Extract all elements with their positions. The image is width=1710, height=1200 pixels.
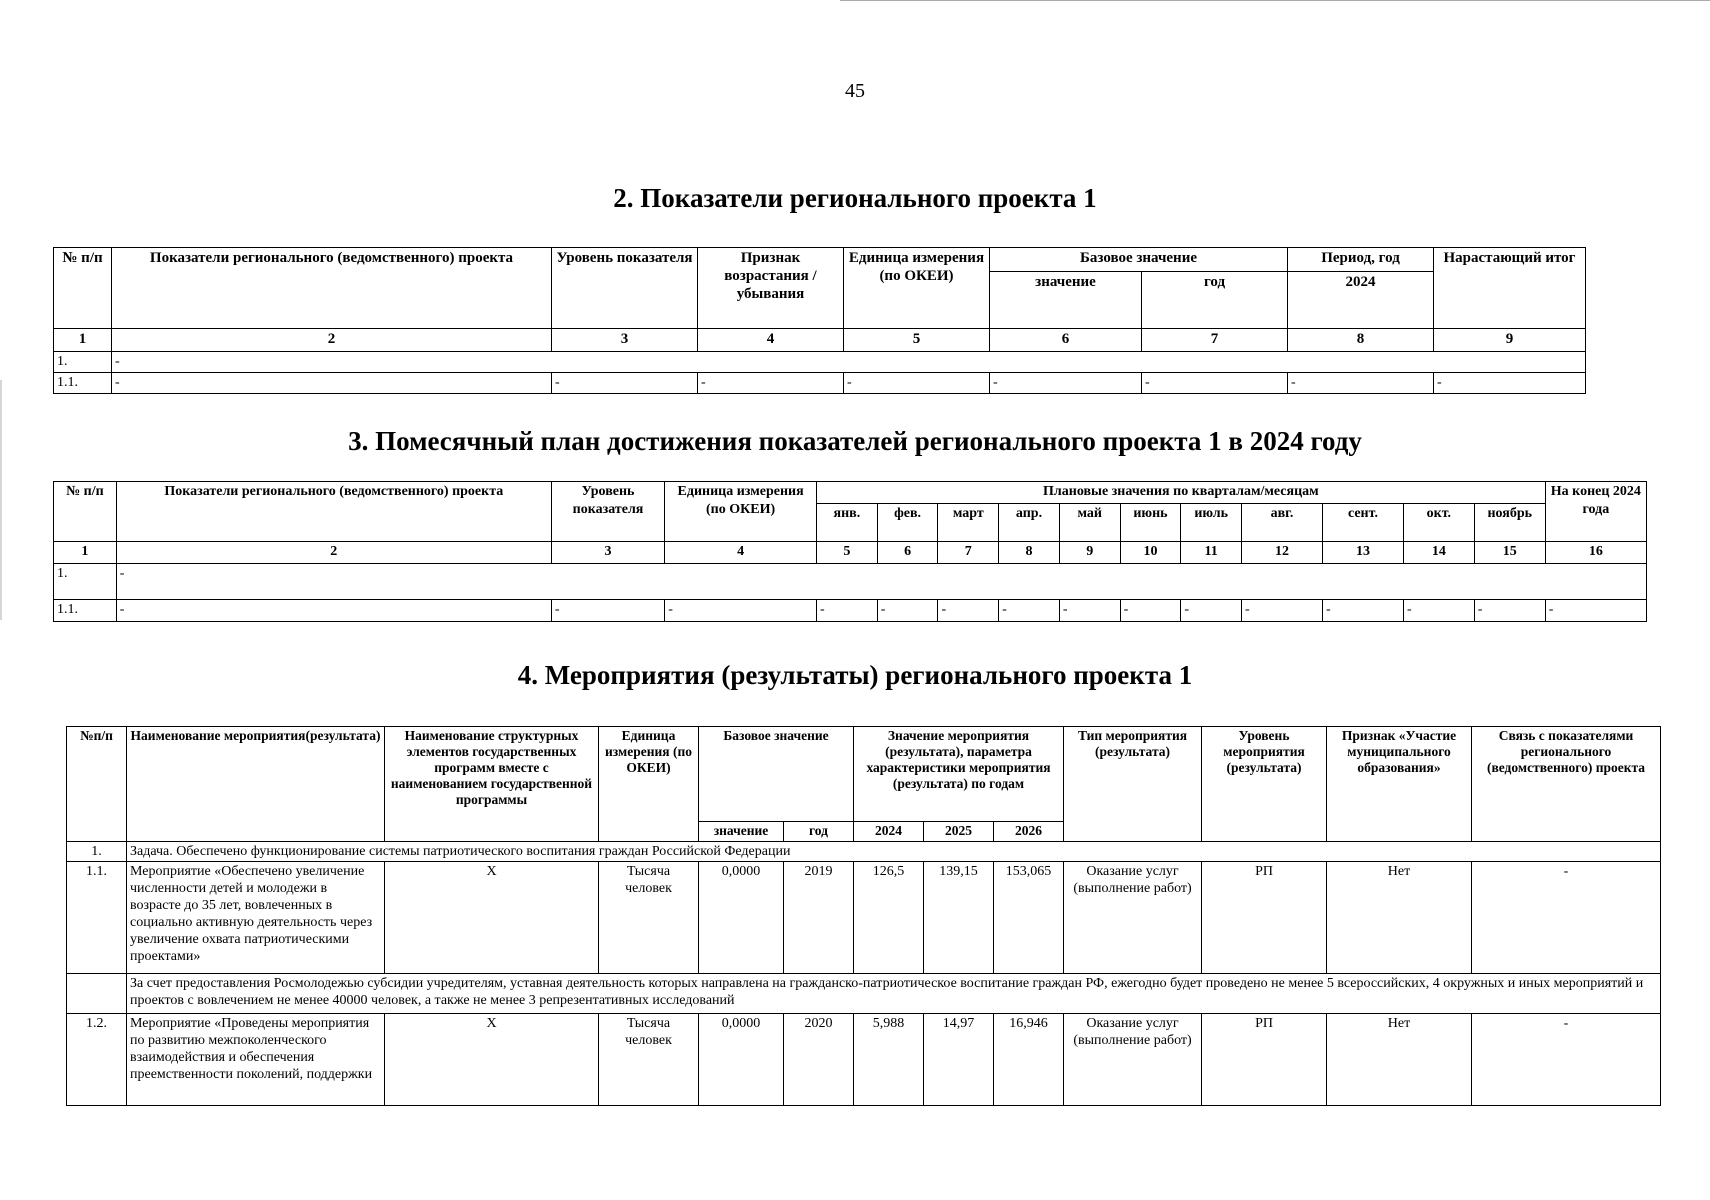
month-header: ноябрь bbox=[1474, 504, 1545, 542]
month-header: фев. bbox=[877, 504, 938, 542]
cell: - bbox=[1474, 600, 1545, 622]
level-cell: РП bbox=[1202, 862, 1327, 974]
table-row bbox=[54, 352, 1586, 373]
col-number: 3 bbox=[552, 329, 698, 352]
header-end: На конец 2024 года bbox=[1545, 482, 1646, 542]
page-number: 45 bbox=[845, 80, 865, 102]
header-unit: Единица измерения (по ОКЕИ) bbox=[599, 727, 699, 842]
municipal-cell: Нет bbox=[1327, 1014, 1472, 1106]
col-number: 7 bbox=[938, 542, 999, 564]
section-3-table bbox=[53, 481, 1647, 622]
header-year: 2026 bbox=[994, 822, 1064, 842]
month-header: авг. bbox=[1242, 504, 1323, 542]
col-number: 6 bbox=[877, 542, 938, 564]
header-num: № п/п bbox=[54, 482, 117, 542]
col-number: 10 bbox=[1120, 542, 1181, 564]
row-num: 1.1. bbox=[54, 600, 117, 622]
col-number: 2 bbox=[116, 542, 551, 564]
type-cell: Оказание услуг (выполнение работ) bbox=[1064, 1014, 1202, 1106]
value-2026: 16,946 bbox=[994, 1014, 1064, 1106]
col-number: 14 bbox=[1403, 542, 1474, 564]
col-number: 13 bbox=[1322, 542, 1403, 564]
col-number: 12 bbox=[1242, 542, 1323, 564]
struct-cell: X bbox=[385, 1014, 599, 1106]
col-number: 9 bbox=[1059, 542, 1120, 564]
cell: - bbox=[1181, 600, 1242, 622]
cell: - bbox=[551, 600, 664, 622]
base-value-cell: 0,0000 bbox=[699, 1014, 784, 1106]
header-unit: Единица измерения (по ОКЕИ) bbox=[844, 248, 990, 329]
row-num: 1. bbox=[67, 842, 127, 862]
section-2-title: 2. Показатели регионального проекта 1 bbox=[613, 183, 1097, 213]
level-cell: РП bbox=[1202, 1014, 1327, 1106]
cell: - bbox=[1322, 600, 1403, 622]
base-year-cell: 2019 bbox=[784, 862, 854, 974]
header-name: Наименование мероприятия(результата) bbox=[127, 727, 385, 842]
activity-name: Мероприятие «Обеспечено увеличение численности детей и молодежи в возрасте до 35 лет, вовлеченных в социально активную деятельность через увеличение охвата патриотическими проектами» bbox=[127, 862, 385, 974]
header-base-year: год bbox=[784, 822, 854, 842]
header-indicator: Показатели регионального (ведомственного) проекта bbox=[112, 248, 552, 329]
row-text: - bbox=[112, 352, 1586, 373]
scan-edge-shadow bbox=[0, 380, 2, 620]
unit-cell: Тысяча человек bbox=[599, 1014, 699, 1106]
section-4-table bbox=[66, 726, 1661, 1106]
base-value-cell: 0,0000 bbox=[699, 862, 784, 974]
col-number: 4 bbox=[698, 329, 844, 352]
link-cell: - bbox=[1472, 862, 1661, 974]
col-number: 8 bbox=[999, 542, 1060, 564]
unit-cell: Тысяча человек bbox=[599, 862, 699, 974]
municipal-cell: Нет bbox=[1327, 862, 1472, 974]
month-header: март bbox=[938, 504, 999, 542]
row-num: 1.2. bbox=[67, 1014, 127, 1106]
header-base-value: значение bbox=[990, 272, 1142, 329]
cell: - bbox=[938, 600, 999, 622]
header-struct: Наименование структурных элементов государственных программ вместе с наименованием государственной программы bbox=[385, 727, 599, 842]
struct-cell: X bbox=[385, 862, 599, 974]
row-text: - bbox=[116, 564, 1646, 600]
header-link: Связь с показателями регионального (ведомственного) проекта bbox=[1472, 727, 1661, 842]
header-plan: Плановые значения по кварталам/месяцам bbox=[817, 482, 1546, 504]
col-number: 11 bbox=[1181, 542, 1242, 564]
note-num-cell bbox=[67, 974, 127, 1014]
value-2024: 5,988 bbox=[854, 1014, 924, 1106]
section-3-title: 3. Помесячный план достижения показателей регионального проекта 1 в 2024 году bbox=[348, 426, 1362, 456]
header-year: 2025 bbox=[924, 822, 994, 842]
task-text: Задача. Обеспечено функционирование системы патриотического воспитания граждан Российской Федерации bbox=[127, 842, 1661, 862]
cell: - bbox=[1545, 600, 1646, 622]
cell: - bbox=[552, 373, 698, 394]
section-4-title: 4. Мероприятия (результаты) регионального проекта 1 bbox=[517, 660, 1193, 690]
col-number: 1 bbox=[54, 542, 117, 564]
link-cell: - bbox=[1472, 1014, 1661, 1106]
header-municipal: Признак «Участие муниципального образования» bbox=[1327, 727, 1472, 842]
month-header: май bbox=[1059, 504, 1120, 542]
cell: - bbox=[665, 600, 817, 622]
month-header: июнь bbox=[1120, 504, 1181, 542]
table-row bbox=[54, 373, 1586, 394]
table-row bbox=[54, 564, 1647, 600]
col-number: 4 bbox=[665, 542, 817, 564]
cell: - bbox=[698, 373, 844, 394]
scan-top-line bbox=[840, 0, 1710, 1]
row-num: 1.1. bbox=[54, 373, 112, 394]
col-number: 1 bbox=[54, 329, 112, 352]
cell: - bbox=[1242, 600, 1323, 622]
cell: - bbox=[999, 600, 1060, 622]
cell: - bbox=[1059, 600, 1120, 622]
cell: - bbox=[112, 373, 552, 394]
col-number: 2 bbox=[112, 329, 552, 352]
table-row bbox=[67, 862, 1661, 974]
cell: - bbox=[1434, 373, 1586, 394]
cell: - bbox=[817, 600, 878, 622]
section-2-table bbox=[53, 247, 1586, 394]
header-level: Уровень показателя bbox=[551, 482, 664, 542]
cell: - bbox=[1288, 373, 1434, 394]
header-base-value: значение bbox=[699, 822, 784, 842]
col-number: 7 bbox=[1142, 329, 1288, 352]
value-2025: 139,15 bbox=[924, 862, 994, 974]
header-values: Значение мероприятия (результата), параметра характеристики мероприятия (результата) по годам bbox=[854, 727, 1064, 822]
header-cumulative: Нарастающий итог bbox=[1434, 248, 1586, 329]
value-2025: 14,97 bbox=[924, 1014, 994, 1106]
header-base: Базовое значение bbox=[990, 248, 1288, 272]
col-number: 16 bbox=[1545, 542, 1646, 564]
header-level: Уровень показателя bbox=[552, 248, 698, 329]
col-number: 5 bbox=[817, 542, 878, 564]
header-year: 2024 bbox=[854, 822, 924, 842]
row-num: 1. bbox=[54, 352, 112, 373]
header-num: №п/п bbox=[67, 727, 127, 842]
value-2026: 153,065 bbox=[994, 862, 1064, 974]
header-period-year: 2024 bbox=[1288, 272, 1434, 329]
cell: - bbox=[990, 373, 1142, 394]
month-header: янв. bbox=[817, 504, 878, 542]
cell: - bbox=[1403, 600, 1474, 622]
col-number: 6 bbox=[990, 329, 1142, 352]
cell: - bbox=[844, 373, 990, 394]
header-indicator: Показатели регионального (ведомственного) проекта bbox=[116, 482, 551, 542]
header-level: Уровень мероприятия (результата) bbox=[1202, 727, 1327, 842]
cell: - bbox=[116, 600, 551, 622]
cell: - bbox=[877, 600, 938, 622]
header-type: Тип мероприятия (результата) bbox=[1064, 727, 1202, 842]
header-num: № п/п bbox=[54, 248, 112, 329]
row-num: 1. bbox=[54, 564, 117, 600]
header-unit: Единица измерения (по ОКЕИ) bbox=[665, 482, 817, 542]
col-number: 3 bbox=[551, 542, 664, 564]
note-row bbox=[67, 974, 1661, 1014]
value-2024: 126,5 bbox=[854, 862, 924, 974]
month-header: окт. bbox=[1403, 504, 1474, 542]
col-number: 8 bbox=[1288, 329, 1434, 352]
cell: - bbox=[1120, 600, 1181, 622]
month-header: апр. bbox=[999, 504, 1060, 542]
col-number: 9 bbox=[1434, 329, 1586, 352]
header-base: Базовое значение bbox=[699, 727, 854, 822]
month-header: сент. bbox=[1322, 504, 1403, 542]
header-trend: Признак возрастания / убывания bbox=[698, 248, 844, 329]
month-header: июль bbox=[1181, 504, 1242, 542]
type-cell: Оказание услуг (выполнение работ) bbox=[1064, 862, 1202, 974]
col-number: 5 bbox=[844, 329, 990, 352]
row-num: 1.1. bbox=[67, 862, 127, 974]
table-row bbox=[54, 600, 1647, 622]
col-number: 15 bbox=[1474, 542, 1545, 564]
base-year-cell: 2020 bbox=[784, 1014, 854, 1106]
activity-name: Мероприятие «Проведены мероприятия по развитию межпоколенческого взаимодействия и обеспечения преемственности поколений, поддержки bbox=[127, 1014, 385, 1106]
header-period: Период, год bbox=[1288, 248, 1434, 272]
header-base-year: год bbox=[1142, 272, 1288, 329]
task-row bbox=[67, 842, 1661, 862]
note-text: За счет предоставления Росмолодежью субсидии учредителям, уставная деятельность которых направлена на гражданско-патриотическое воспитание граждан РФ, ежегодно будет проведено не менее 5 всероссийских, 4 окружных и иных мероприятий и проектов с вовлечением не менее 40000 человек, а также не менее 3 репрезентативных исследований bbox=[127, 974, 1661, 1014]
cell: - bbox=[1142, 373, 1288, 394]
table-row bbox=[67, 1014, 1661, 1106]
